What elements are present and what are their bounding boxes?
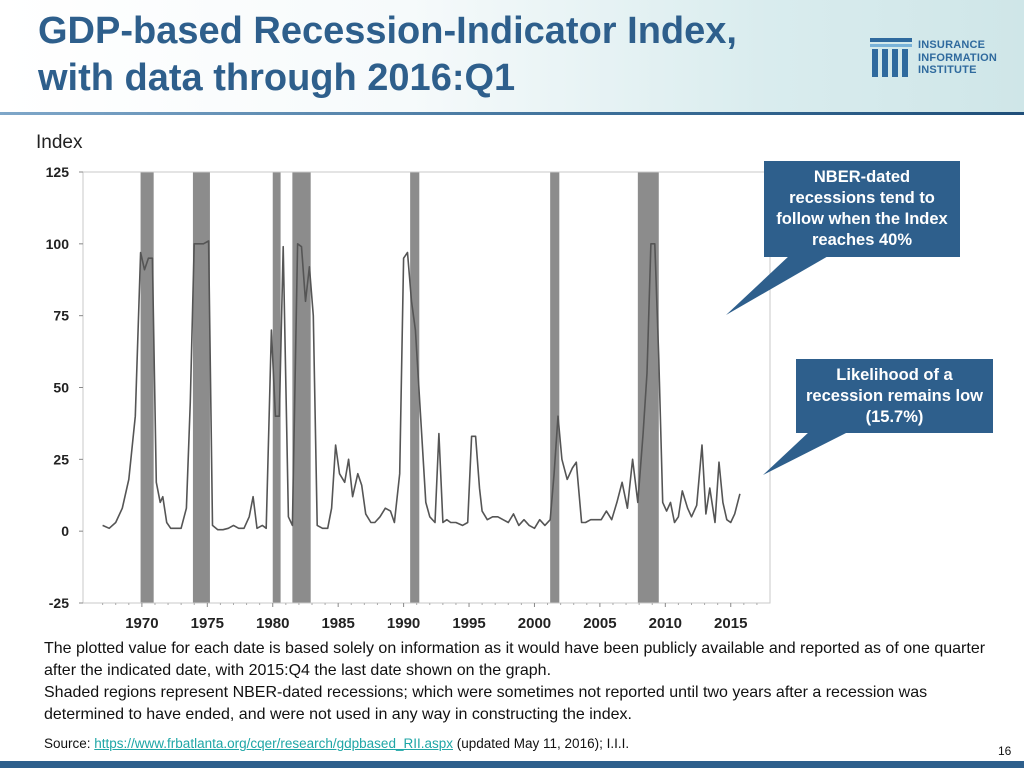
footnotes	[44, 638, 1004, 726]
logo-line-2: INFORMATION	[918, 51, 997, 64]
source-link[interactable]: https://www.frbatlanta.org/cqer/research/gdpbased_RII.aspx	[94, 736, 453, 751]
callout-box-likelihood: Likelihood of a recession remains low (15.7%)	[796, 359, 993, 433]
title-line-1: GDP-based Recession-Indicator Index,	[38, 10, 737, 52]
source-line	[44, 736, 629, 751]
y-tick-label: -25	[48, 595, 69, 611]
logo-line-3: INSTITUTE	[918, 64, 977, 76]
x-tick-label: 2015	[714, 615, 748, 632]
source-prefix: Source:	[44, 736, 95, 751]
x-tick-label: 1985	[321, 615, 355, 632]
x-tick-label: 1970	[125, 615, 159, 632]
y-tick-label: 75	[53, 307, 69, 324]
bottom-bar	[0, 761, 1024, 768]
x-tick-label: 1995	[452, 615, 486, 632]
footnote-1: The plotted value for each date is based solely on information as it would have been publicly available and reported as of one quarter after the indicated date, with 2015:Q4 the last date shown on the graph.	[44, 640, 986, 679]
x-tick-label: 2010	[648, 615, 683, 632]
x-tick-label: 1990	[386, 615, 421, 632]
page-number: 16	[998, 744, 1012, 758]
x-tick-label: 2000	[517, 615, 552, 632]
x-tick-label: 1980	[256, 615, 290, 632]
title-line-2: with data through 2016:Q1	[38, 57, 516, 99]
x-tick-label: 1975	[190, 615, 225, 632]
y-tick-label: 50	[53, 379, 69, 396]
y-tick-label: 125	[45, 164, 69, 180]
y-tick-label: 25	[53, 451, 69, 468]
y-tick-label: 0	[61, 523, 69, 540]
x-tick-label: 2005	[583, 615, 617, 632]
callout-box-threshold: NBER-dated recessions tend to follow when the Index reaches 40%	[764, 161, 960, 257]
y-tick-label: 100	[45, 235, 69, 252]
logo-line-1: INSURANCE	[918, 39, 986, 51]
y-axis-unit-label: Index	[36, 132, 83, 153]
callout-1-pointer	[726, 255, 830, 315]
footnote-2: Shaded regions represent NBER-dated recessions; which were sometimes not reported until two years after a recession was determined to have ended, and were not used in any way in constructing the index.	[44, 684, 928, 723]
callout-2-pointer	[763, 431, 850, 475]
source-suffix: (updated May 11, 2016); I.I.I.	[452, 736, 630, 751]
